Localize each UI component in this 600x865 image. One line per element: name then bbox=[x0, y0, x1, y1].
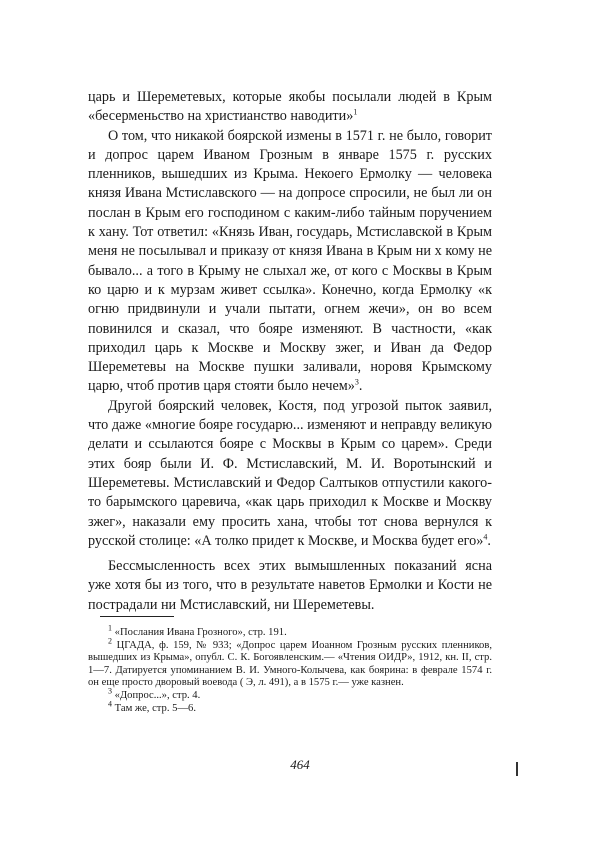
footnote-3 bbox=[88, 686, 492, 703]
footnote-number: 2 bbox=[108, 636, 112, 646]
scan-edge-mark bbox=[516, 762, 518, 776]
footnote-ref: 1 bbox=[353, 107, 358, 117]
footnote-ref: 3 bbox=[354, 377, 359, 387]
main-text bbox=[88, 88, 492, 615]
paragraph-4 bbox=[88, 557, 492, 615]
footnote-4 bbox=[88, 699, 492, 716]
paragraph-text: О том, что никакой боярской измены в 1571 г. не было, говорит и допрос царем Иваном Грозным в январе 1575 г. русских пленников, вышедших из Крыма. Некоего Ермолку — человека князя Ивана Мстиславского — на допросе спросили, не был ли он послан в Крым его господином с каким-либо тайным поручением к хану. Тот ответил: «Князь Иван, государь, Мстиславской в Крым меня не посылывал и приказу от князя Ивана в Крым ни х кому не бывало... а того в Крыму не слыхал же, от кого с Москвы в Крым ко царю и к мурзам живет ссылка». Конечно, когда Ермолку «к огню придвинули и учали пытати, огнем жечи», он во всем повинился и сказал, что бояре изменяют. В частности, «как приходил царь к Москве и Москву зжег, и Иван да Федор Шереметевы на Москве пушки заливали, норовя Крымскому царю, чтоб против царя стояти было нечем» bbox=[88, 127, 492, 395]
footnote-2 bbox=[88, 636, 492, 690]
footnote-text: Там же, стр. 5—6. bbox=[114, 702, 196, 714]
paragraph-text: Другой боярский человек, Костя, под угрозой пыток заявил, что даже «многие бояре государю... изменяют и неправду великую делати и ссылаются бояре с Москвы в Крым со царем». Среди этих бояр были И. Ф. Мстиславский, М. И. Воротынский и Шереметевы. Мстиславский и Федор Салтыков отпустили какого-то барымского царевича, «как царь приходил к Москве и Москву зжег», наказали ему просить хана, чтобы тот снова вернулся к русской столице: «А толко придет к Москве, и Москва будет его» bbox=[88, 397, 492, 549]
footnote-number: 1 bbox=[108, 623, 112, 633]
footnote-number: 4 bbox=[108, 699, 112, 709]
footnote-number: 3 bbox=[108, 686, 112, 696]
footnote-text: «Допрос...», стр. 4. bbox=[114, 689, 201, 701]
paragraph-text: царь и Шереметевых, которые якобы посылали людей в Крым «бесерменьство на христианство наводити» bbox=[88, 89, 492, 125]
paragraph-3: Другой боярский человек, Костя, под угрозой пыток заявил, что даже «многие бояре государю... изменяют и неправду великую делати и ссылаются бояре с Москвы в Крым со царем». Среди этих бояр были И. Ф. Мстиславский, М. И. Воротынский и Шереметевы. Мстиславский и Федор Салтыков отпустили какого-то барымского царевича, «как царь приходил к Москве и Москву зжег», наказали ему просить хана, чтобы тот снова вернулся к русской столице: «А толко придет к Москве, и Москва будет его»$^4$. bbox=[88, 397, 492, 549]
footnotes bbox=[88, 623, 492, 715]
paragraph-2: О том, что никакой боярской измены в 1571 г. не было, говорит и допрос царем Иваном Грозным в январе 1575 г. русских пленников, вышедших из Крыма. Некоего Ермолку — человека князя Ивана Мстиславского — на допросе спросили, не был ли он послан в Крым его господином с каким-либо тайным поручением к хану. Тот ответил: «Князь Иван, государь, Мстиславской в Крым меня не посылывал и приказу от князя Ивана в Крым ни х кому не бывало... а того в Крыму не слыхал же, от кого с Москвы в Крым ко царю и к мурзам живет ссылка». Конечно, когда Ермолку «к огню придвинули и учали пытати, огнем жечи», он во всем повинился и сказал, что бояре изменяют. В частности, «как приходил царь к Москве и Москву зжег, и Иван да Федор Шереметевы на Москве пушки заливали, норовя Крымскому царю, чтоб против царя стояти было нечем»$^3$. bbox=[88, 127, 492, 395]
footnote-text: ЦГАДА, ф. 159, № 933; «Допрос царем Иоанном Грозным русских пленников, вышедших из Крыма», опубл. С. К. Богоявленским.— «Чтения ОИДР», 1912, кн. II, стр. 1—7. Датируется упоминанием В. И. Умного-Колычева, как боярина: в феврале 1574 г. он еще просто дворовый воевода ( Э, л. 491), а в 1575 г.— уже казнен. bbox=[88, 639, 492, 689]
footnote-text: «Послания Ивана Грозного», стр. 191. bbox=[114, 627, 287, 638]
paragraph-1 bbox=[88, 88, 492, 127]
paragraph-text: Бессмысленность всех этих вымышленных показаний ясна уже хотя бы из того, что в результате наветов Ермолки и Кости не пострадали ни Мстиславский, ни Шереметевы. bbox=[88, 558, 492, 613]
footnote-1 bbox=[88, 623, 492, 640]
footnote-divider bbox=[100, 616, 174, 617]
page-number: 464 bbox=[290, 757, 310, 772]
footnote-ref: 4 bbox=[483, 532, 488, 542]
